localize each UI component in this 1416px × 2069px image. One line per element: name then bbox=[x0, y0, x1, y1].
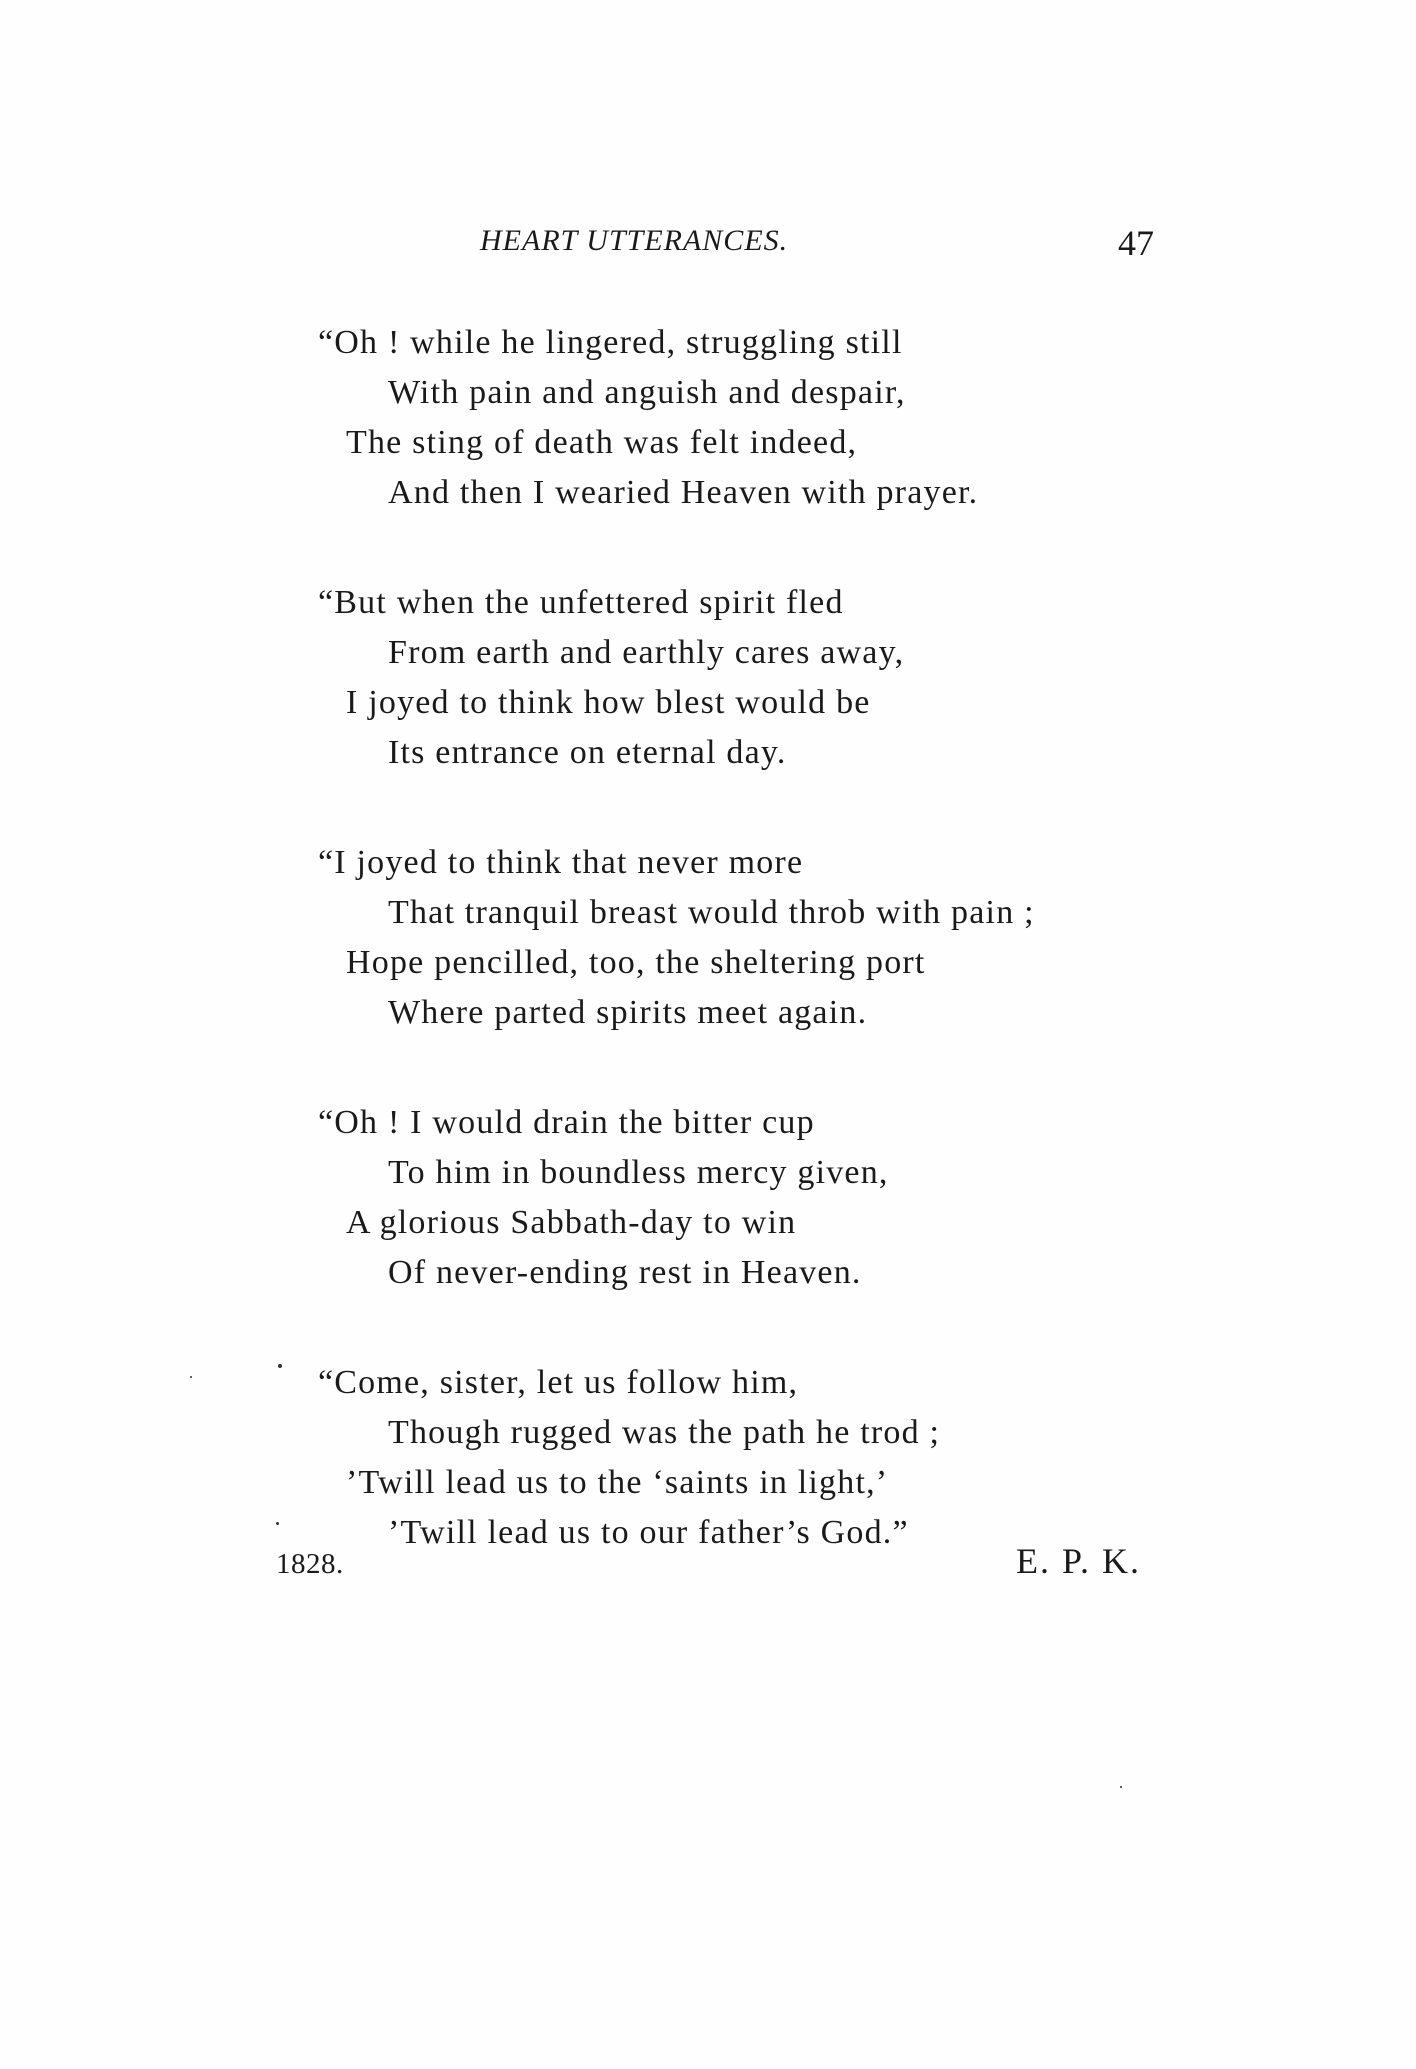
page-number: 47 bbox=[1118, 223, 1154, 263]
verse-line: ’Twill lead us to our father’s God.” bbox=[388, 1514, 909, 1551]
poem-body bbox=[318, 318, 1278, 1618]
running-title: HEART UTTERANCES. bbox=[480, 224, 789, 257]
verse-line: “Come, sister, let us follow him, bbox=[318, 1364, 799, 1401]
stanza bbox=[318, 578, 1278, 778]
verse-line: “Oh ! I would drain the bitter cup bbox=[318, 1104, 815, 1141]
stanza bbox=[318, 318, 1278, 518]
verse-line: ’Twill lead us to the ‘saints in light,’ bbox=[346, 1464, 889, 1501]
poem-date: 1828. bbox=[276, 1548, 344, 1580]
stanza bbox=[318, 838, 1278, 1038]
scan-speck bbox=[278, 1364, 282, 1368]
verse-line: “I joyed to think that never more bbox=[318, 844, 804, 881]
verse-line: “But when the unfettered spirit fled bbox=[318, 584, 844, 621]
verse-line: Though rugged was the path he trod ; bbox=[388, 1414, 941, 1451]
scan-speck bbox=[190, 1376, 192, 1378]
verse-line: Its entrance on eternal day. bbox=[388, 734, 787, 771]
verse-line: A glorious Sabbath-day to win bbox=[346, 1204, 797, 1241]
verse-line: Where parted spirits meet again. bbox=[388, 994, 868, 1031]
verse-line: The sting of death was felt indeed, bbox=[346, 424, 858, 461]
scan-speck bbox=[1120, 1786, 1122, 1788]
author-initials: E. P. K. bbox=[1016, 1541, 1142, 1581]
verse-line: Of never-ending rest in Heaven. bbox=[388, 1254, 862, 1291]
verse-line: And then I wearied Heaven with prayer. bbox=[388, 474, 979, 511]
verse-line: Hope pencilled, too, the sheltering port bbox=[346, 944, 926, 981]
verse-line: That tranquil breast would throb with pain ; bbox=[388, 894, 1035, 931]
scan-speck bbox=[276, 1522, 279, 1525]
verse-line: To him in boundless mercy given, bbox=[388, 1154, 889, 1191]
stanza bbox=[318, 1098, 1278, 1298]
stanza bbox=[318, 1358, 1278, 1558]
verse-line: From earth and earthly cares away, bbox=[388, 634, 905, 671]
verse-line: I joyed to think how blest would be bbox=[346, 684, 871, 721]
verse-line: “Oh ! while he lingered, struggling still bbox=[318, 324, 903, 361]
verse-line: With pain and anguish and despair, bbox=[388, 374, 906, 411]
